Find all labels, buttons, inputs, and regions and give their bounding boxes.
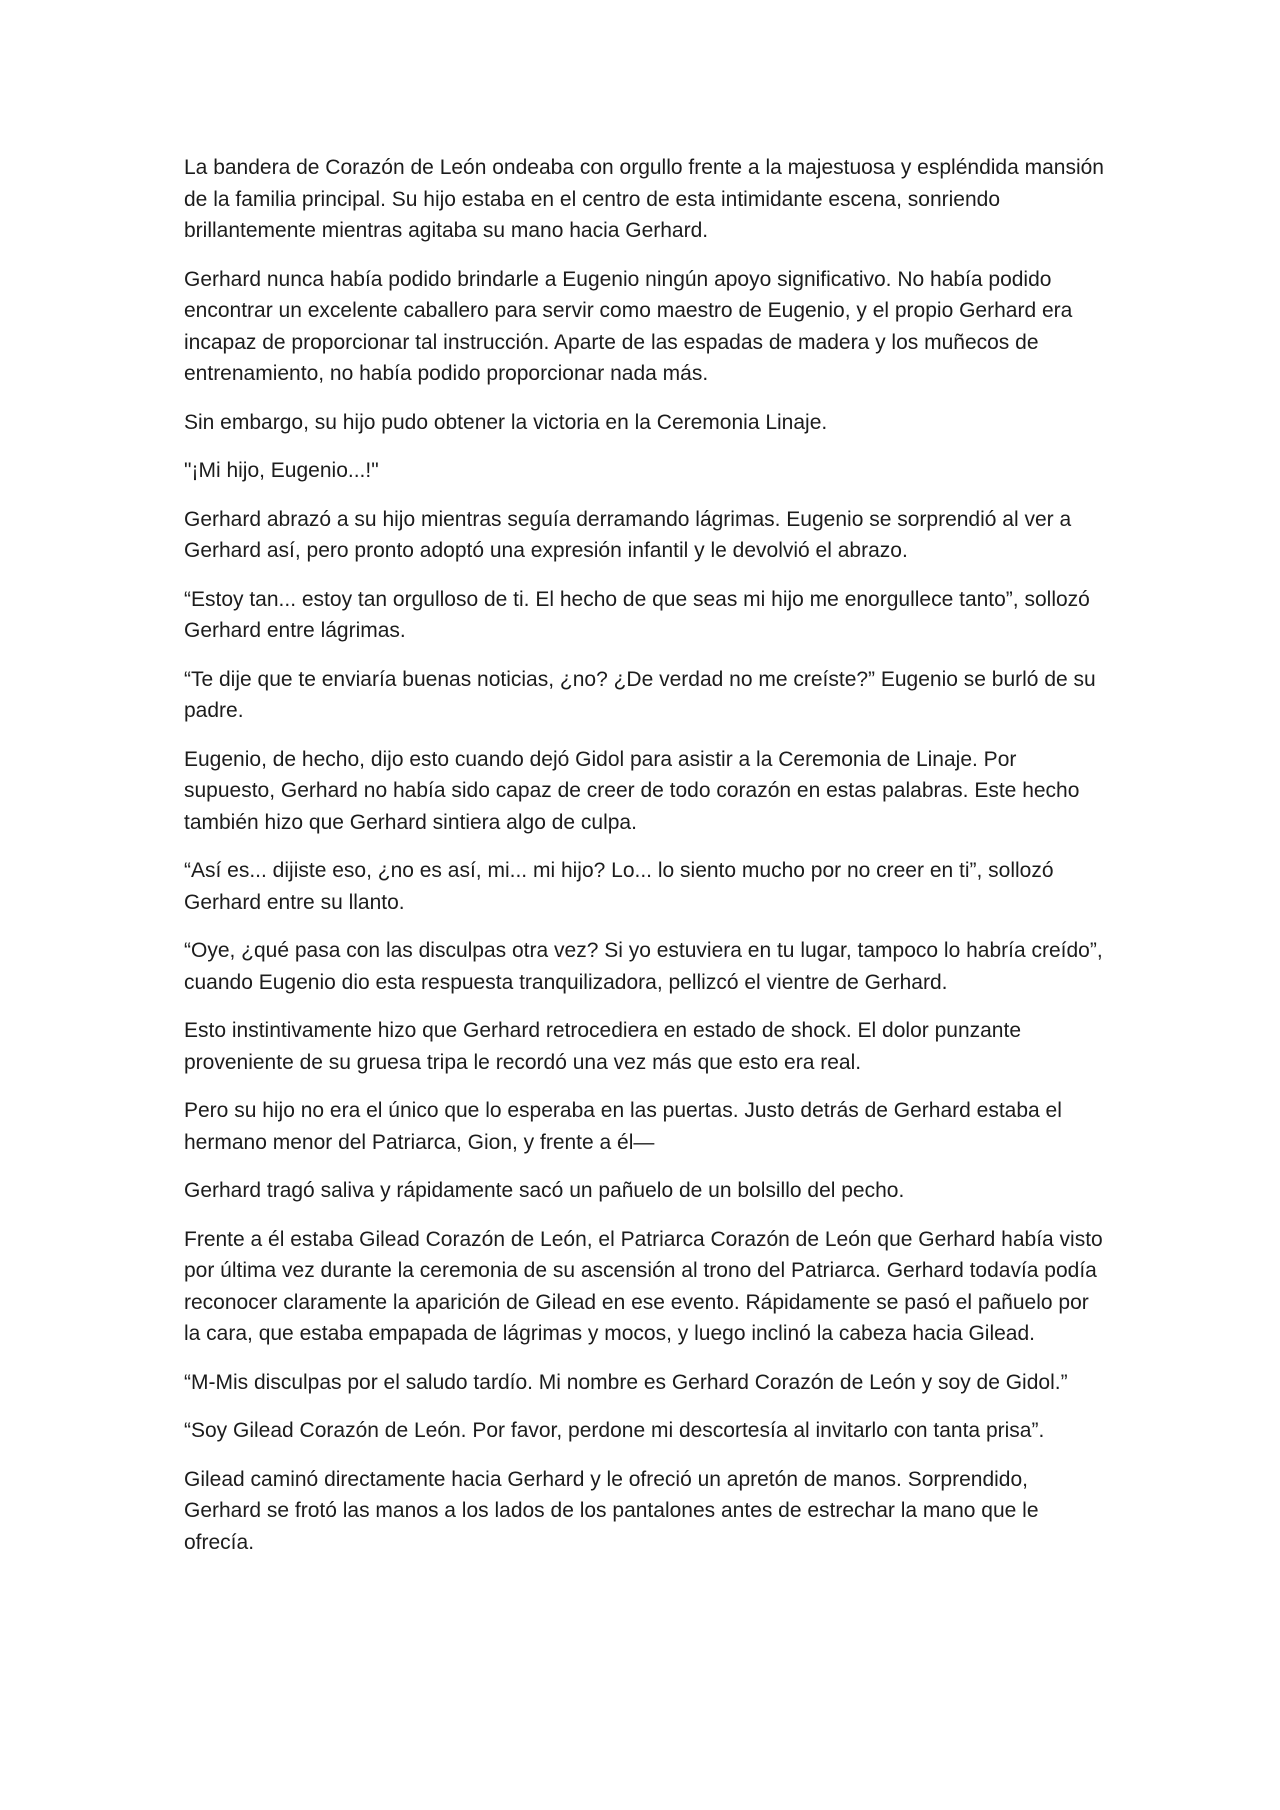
paragraph-4: "¡Mi hijo, Eugenio...!" [184, 459, 379, 482]
paragraph-11: Esto instintivamente hizo que Gerhard retrocediera en estado de shock. El dolor punzante proveniente de su gruesa tripa le recordó una vez más que esto era real. [184, 1019, 1021, 1074]
paragraph-1: La bandera de Corazón de León ondeaba con orgullo frente a la majestuosa y espléndida mansión de la familia principal. Su hijo estaba en el centro de esta intimidante escena, sonriendo brillantemente mientras agitaba su mano hacia Gerhard. [184, 156, 1104, 242]
paragraph-9: “Así es... dijiste eso, ¿no es así, mi... mi hijo? Lo... lo siento mucho por no creer en ti”, sollozó Gerhard entre su llanto. [184, 859, 1054, 914]
paragraph-15: “M-Mis disculpas por el saludo tardío. Mi nombre es Gerhard Corazón de León y soy de Gidol.” [184, 1370, 1068, 1394]
paragraph-2: Gerhard nunca había podido brindarle a Eugenio ningún apoyo significativo. No había podido encontrar un excelente caballero para servir como maestro de Eugenio, y el propio Gerhard era incapaz de proporcionar tal instrucción. Aparte de las espadas de madera y los muñecos de entrenamiento, no había podido proporcionar nada más. [184, 267, 1073, 385]
paragraph-10: “Oye, ¿qué pasa con las disculpas otra vez? Si yo estuviera en tu lugar, tampoco lo habría creído”, cuando Eugenio dio esta respuesta tranquilizadora, pellizcó el vientre de Gerhard. [184, 939, 1103, 994]
paragraph-3: Sin embargo, su hijo pudo obtener la victoria en la Ceremonia Linaje. [184, 410, 828, 434]
paragraph-16: “Soy Gilead Corazón de León. Por favor, perdone mi descortesía al invitarlo con tanta prisa”. [184, 1419, 1045, 1442]
paragraph-13: Gerhard tragó saliva y rápidamente sacó un pañuelo de un bolsillo del pecho. [184, 1179, 905, 1202]
paragraph-7: “Te dije que te enviaría buenas noticias, ¿no? ¿De verdad no me creíste?” Eugenio se burló de su padre. [184, 667, 1096, 722]
paragraph-17: Gilead caminó directamente hacia Gerhard y le ofreció un apretón de manos. Sorprendido, Gerhard se frotó las manos a los lados de los pantalones antes de estrechar la mano que le ofrecía. [184, 1467, 1039, 1554]
paragraph-5: Gerhard abrazó a su hijo mientras seguía derramando lágrimas. Eugenio se sorprendió al ver a Gerhard así, pero pronto adoptó una expresión infantil y le devolvió el abrazo. [184, 507, 1072, 562]
paragraph-14: Frente a él estaba Gilead Corazón de León, el Patriarca Corazón de León que Gerhard había visto por última vez durante la ceremonia de su ascensión al trono del Patriarca. Gerhard todavía podía reconocer claramente la aparición de Gilead en ese evento. Rápidamente se pasó el pañuelo por la cara, que estaba empapada de lágrimas y mocos, y luego inclinó la cabeza hacia Gilead. [184, 1227, 1103, 1345]
paragraph-12: Pero su hijo no era el único que lo esperaba en las puertas. Justo detrás de Gerhard estaba el hermano menor del Patriarca, Gion, y frente a él— [184, 1099, 1062, 1154]
document-body [184, 152, 1104, 1575]
paragraph-6: “Estoy tan... estoy tan orgulloso de ti. El hecho de que seas mi hijo me enorgullece tanto”, sollozó Gerhard entre lágrimas. [184, 587, 1090, 642]
paragraph-8: Eugenio, de hecho, dijo esto cuando dejó Gidol para asistir a la Ceremonia de Linaje. Por supuesto, Gerhard no había sido capaz de creer de todo corazón en estas palabras. Este hecho también hizo que Gerhard sintiera algo de culpa. [184, 747, 1080, 834]
